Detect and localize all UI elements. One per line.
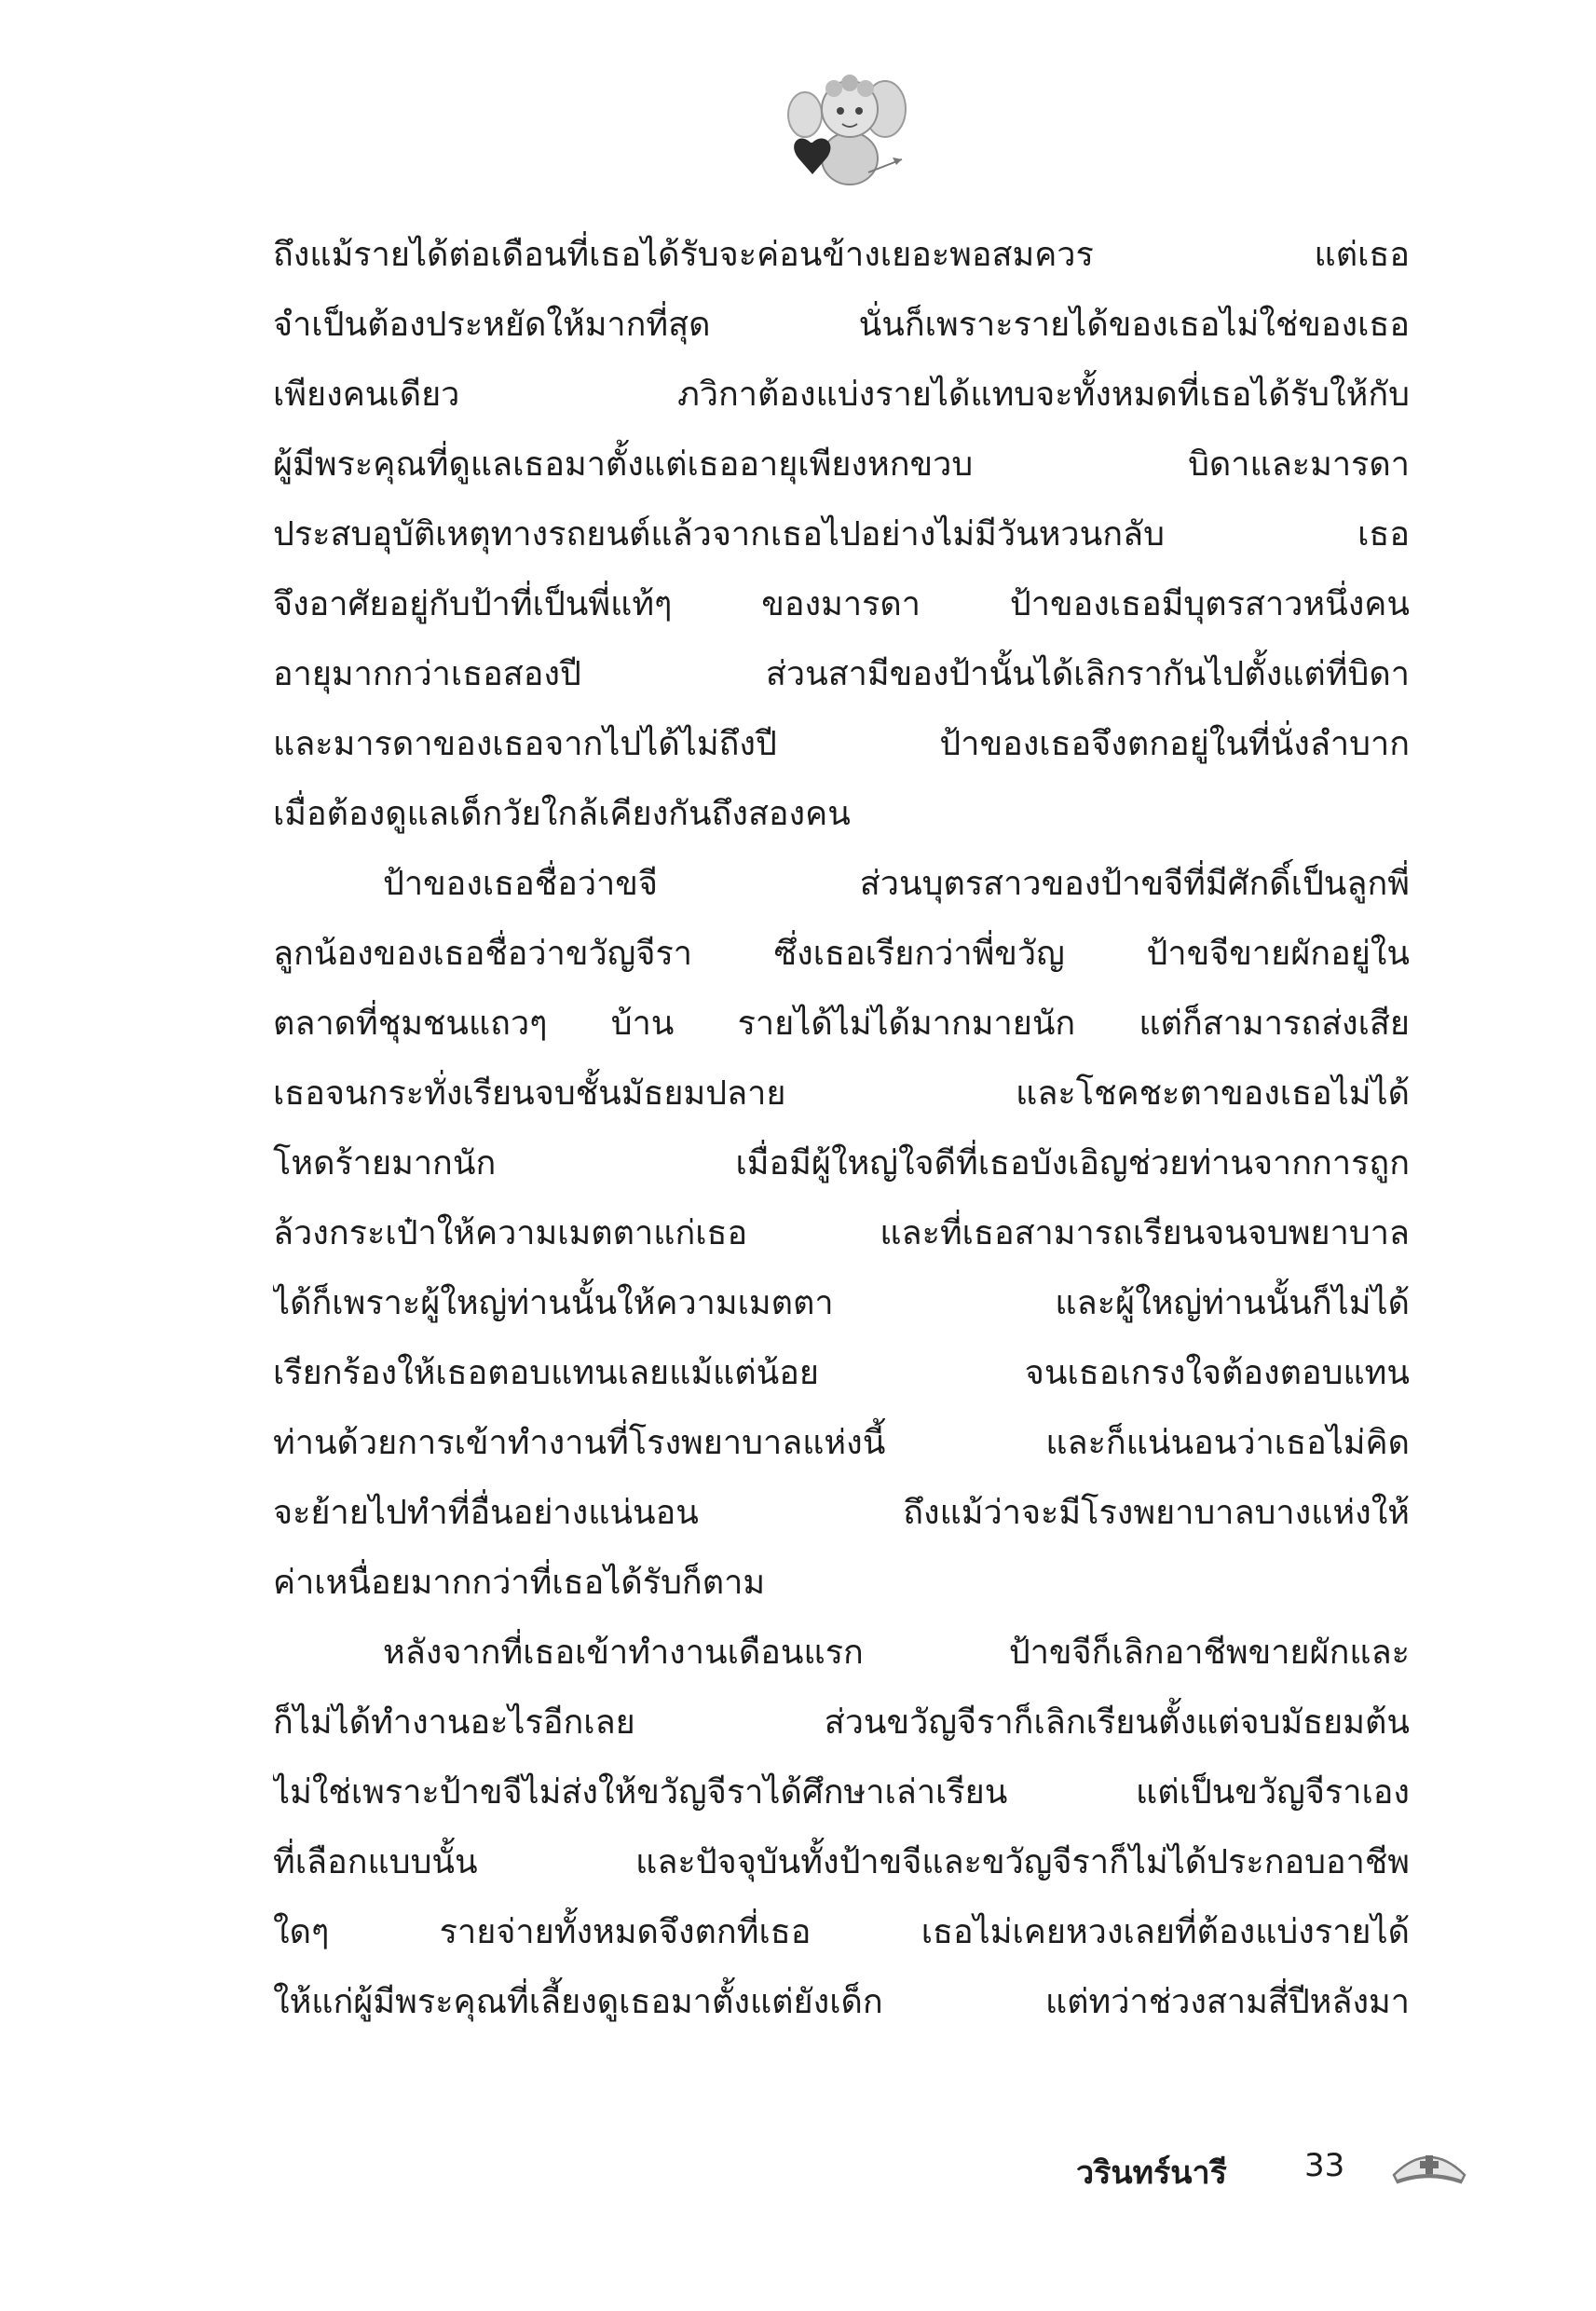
text-line: ลูกน้องของเธอชื่อว่าขวัญจีรา ซึ่งเธอเรียกว่าพี่ขวัญ ป้าขจีขายผักอยู่ใน — [273, 935, 1410, 973]
text-line: ท่านด้วยการเข้าทำงานที่โรงพยาบาลแห่งนี้ และก็แน่นอนว่าเธอไม่คิด — [273, 1424, 1410, 1462]
text-line: ค่าเหนื่อยมากกว่าที่เธอได้รับก็ตาม — [273, 1564, 766, 1602]
text-line: อายุมากกว่าเธอสองปี ส่วนสามีของป้านั้นได้เลิกรากันไปตั้งแต่ที่บิดา — [273, 655, 1410, 693]
text-line: จำเป็นต้องประหยัดให้มากที่สุด นั่นก็เพราะรายได้ของเธอไม่ใช่ของเธอ — [273, 306, 1410, 344]
page-number: 33 — [1304, 2147, 1345, 2184]
text-line: ผู้มีพระคุณที่ดูแลเธอมาตั้งแต่เธออายุเพียงหกขวบ บิดาและมารดา — [273, 445, 1410, 484]
footer-book-title: วรินทร์นารี — [1076, 2154, 1227, 2192]
text-line: เรียกร้องให้เธอตอบแทนเลยแม้แต่น้อย จนเธอเกรงใจต้องตอบแทน — [273, 1354, 1410, 1392]
text-line: ได้ก็เพราะผู้ใหญ่ท่านนั้นให้ความเมตตา และผู้ใหญ่ท่านนั้นก็ไม่ได้ — [273, 1284, 1410, 1322]
text-line: ใดๆ รายจ่ายทั้งหมดจึงตกที่เธอ เธอไม่เคยหวงเลยที่ต้องแบ่งรายได้ — [273, 1913, 1410, 1951]
text-line: เธอจนกระทั่งเรียนจบชั้นมัธยมปลาย และโชคชะตาของเธอไม่ได้ — [273, 1074, 1410, 1113]
text-line: ตลาดที่ชุมชนแถวๆ บ้าน รายได้ไม่ได้มากมายนัก แต่ก็สามารถส่งเสีย — [273, 1005, 1410, 1043]
text-line: โหดร้ายมากนัก เมื่อมีผู้ใหญ่ใจดีที่เธอบังเอิญช่วยท่านจากการถูก — [273, 1144, 1410, 1183]
text-line: ไม่ใช่เพราะป้าขจีไม่ส่งให้ขวัญจีราได้ศึกษาเล่าเรียน แต่เป็นขวัญจีราเอง — [273, 1773, 1410, 1812]
text-line: ป้าของเธอชื่อว่าขจี ส่วนบุตรสาวของป้าขจีที่มีศักดิ์เป็นลูกพี่ — [383, 865, 1410, 903]
text-line: ที่เลือกแบบนั้น และปัจจุบันทั้งป้าขจีและขวัญจีราก็ไม่ได้ประกอบอาชีพ — [273, 1843, 1410, 1881]
text-line: ก็ไม่ได้ทำงานอะไรอีกเลย ส่วนขวัญจีราก็เลิกเรียนตั้งแต่จบมัธยมต้น — [273, 1703, 1410, 1742]
body-text — [273, 220, 1410, 2037]
text-line: ประสบอุบัติเหตุทางรถยนต์แล้วจากเธอไปอย่างไม่มีวันหวนกลับ เธอ — [273, 515, 1410, 554]
text-line: และมารดาของเธอจากไปได้ไม่ถึงปี ป้าของเธอจึงตกอยู่ในที่นั่งลำบาก — [273, 725, 1410, 763]
text-line: จึงอาศัยอยู่กับป้าที่เป็นพี่แท้ๆ ของมารดา ป้าของเธอมีบุตรสาวหนึ่งคน — [273, 585, 1410, 623]
text-line: ให้แก่ผู้มีพระคุณที่เลี้ยงดูเธอมาตั้งแต่ยังเด็ก แต่ทว่าช่วงสามสี่ปีหลังมา — [273, 1983, 1410, 2021]
text-line: เมื่อต้องดูแลเด็กวัยใกล้เคียงกันถึงสองคน — [273, 795, 851, 833]
nurse-cap-icon — [1390, 2143, 1468, 2186]
text-line: จะย้ายไปทำที่อื่นอย่างแน่นอน ถึงแม้ว่าจะมีโรงพยาบาลบางแห่งให้ — [273, 1494, 1410, 1532]
text-line: หลังจากที่เธอเข้าทำงานเดือนแรก ป้าขจีก็เลิกอาชีพขายผักและ — [383, 1634, 1410, 1672]
text-line: ล้วงกระเป๋าให้ความเมตตาแก่เธอ และที่เธอสามารถเรียนจนจบพยาบาล — [273, 1214, 1410, 1252]
cherub-with-heart-icon — [783, 70, 908, 191]
text-line: ถึงแม้รายได้ต่อเดือนที่เธอได้รับจะค่อนข้างเยอะพอสมควร แต่เธอ — [273, 236, 1410, 274]
text-line: เพียงคนเดียว ภวิกาต้องแบ่งรายได้แทบจะทั้งหมดที่เธอได้รับให้กับ — [273, 376, 1410, 414]
